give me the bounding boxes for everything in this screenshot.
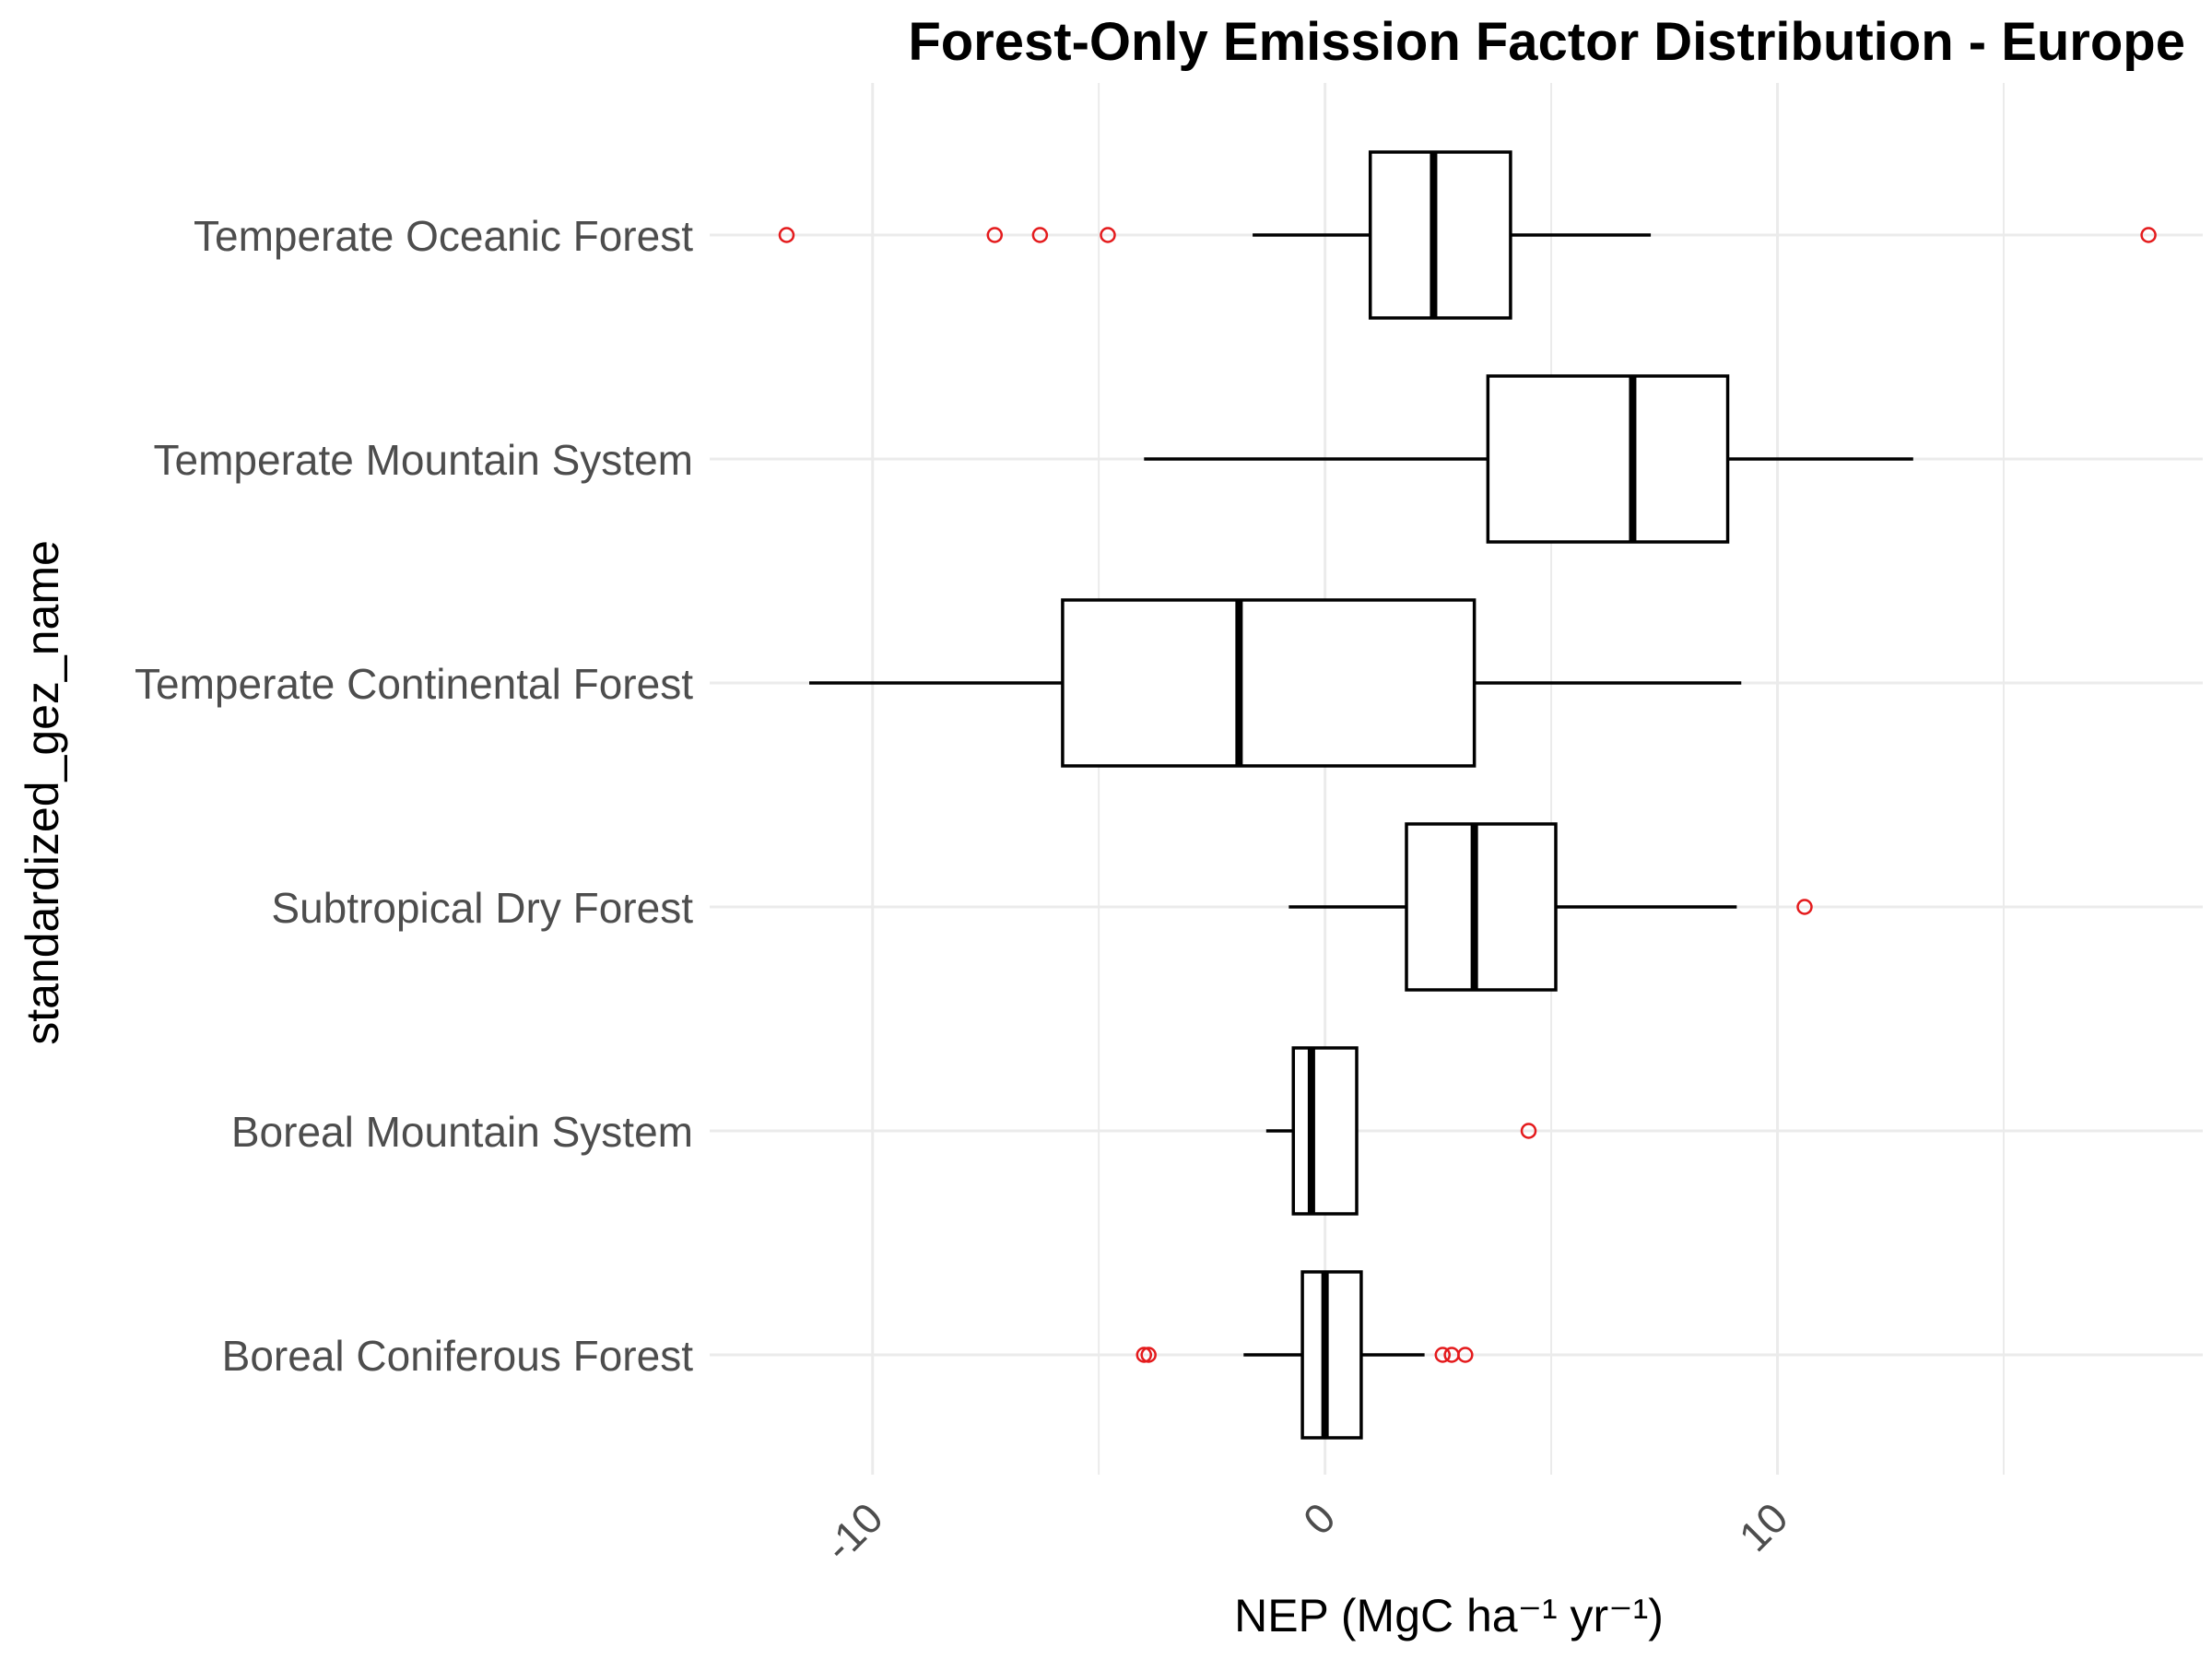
box-iqr (1488, 376, 1727, 542)
x-axis-title: NEP (MgC ha⁻¹ yr⁻¹) (1234, 1590, 1664, 1641)
category-label: Boreal Coniferous Forest (221, 1332, 693, 1380)
category-label: Boreal Mountain System (230, 1108, 693, 1156)
box-group (809, 600, 1741, 766)
x-tick-label: 0 (1293, 1493, 1345, 1545)
category-label: Temperate Continental Forest (135, 660, 693, 708)
box-iqr (1063, 600, 1475, 766)
x-tick-label: 10 (1729, 1493, 1797, 1561)
box-iqr (1371, 152, 1511, 318)
box-group (1288, 824, 1811, 990)
box-layer (780, 152, 2156, 1438)
x-tick-label: -10 (815, 1493, 892, 1571)
box-iqr (1302, 1272, 1361, 1438)
box-iqr (1406, 824, 1556, 990)
x-tick-labels (815, 1493, 1797, 1571)
box-iqr (1293, 1048, 1357, 1214)
box-group (1144, 376, 1913, 542)
category-label: Temperate Oceanic Forest (193, 212, 693, 260)
category-label: Subtropical Dry Forest (271, 884, 693, 932)
chart-title: Forest-Only Emission Factor Distribution - Europe (908, 12, 2185, 72)
y-axis-title: standardized_gez_name (17, 540, 68, 1045)
category-label: Temperate Mountain System (153, 436, 693, 484)
category-labels (135, 212, 693, 1380)
